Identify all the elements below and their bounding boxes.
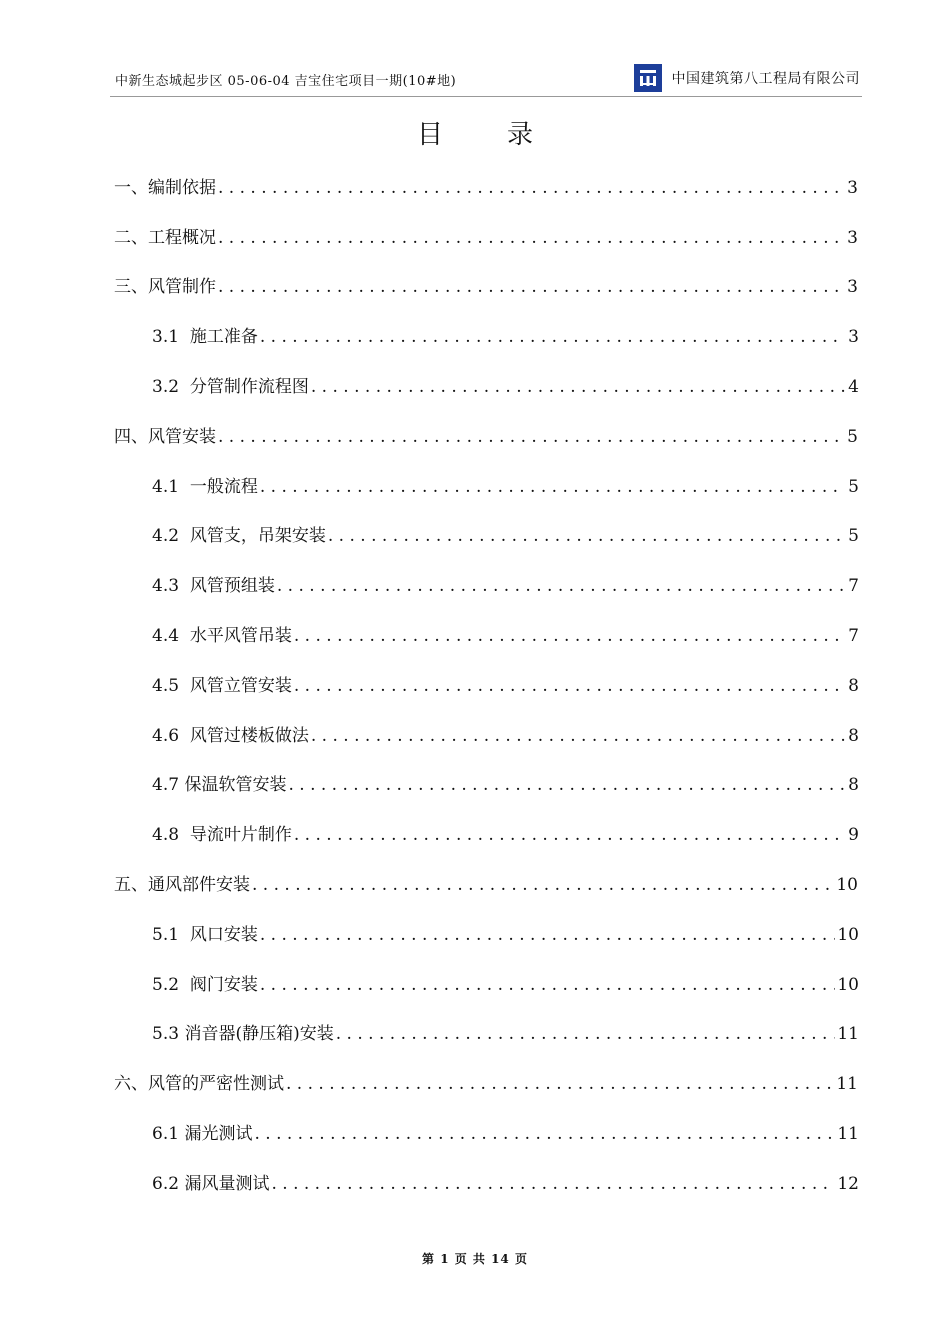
page-header bbox=[115, 64, 860, 98]
header-divider bbox=[110, 96, 862, 97]
toc-entry[interactable] bbox=[114, 212, 859, 262]
toc-entry-title: 六、风管的严密性测试 bbox=[114, 1074, 284, 1095]
toc-entry[interactable] bbox=[114, 1058, 859, 1108]
toc-dot-leader bbox=[260, 463, 845, 511]
toc-entry-title: 五、通风部件安装 bbox=[114, 874, 250, 895]
toc-entry[interactable] bbox=[114, 760, 859, 810]
toc-page-number: 3 bbox=[848, 327, 859, 348]
toc-entry-title: 4.5 风管立管安装 bbox=[152, 675, 292, 696]
page-footer: 第 1 页 共 14 页 bbox=[422, 1252, 528, 1266]
toc-page-number: 12 bbox=[837, 1173, 859, 1194]
toc-entry-title: 4.2 风管支，吊架安装 bbox=[152, 526, 326, 547]
toc-entry[interactable] bbox=[114, 311, 859, 361]
toc-entry-title: 四、风管安装 bbox=[114, 426, 216, 447]
toc-page-number: 3 bbox=[847, 227, 858, 248]
toc-entry[interactable] bbox=[114, 909, 859, 959]
toc-page-number: 4 bbox=[848, 376, 859, 397]
toc-page-number: 3 bbox=[847, 177, 858, 198]
project-name: 中新生态城起步区 05-06-04 吉宝住宅项目一期(10#地) bbox=[115, 74, 457, 89]
toc-page-number: 10 bbox=[837, 924, 859, 945]
toc-dot-leader bbox=[294, 811, 845, 859]
toc-page-number: 11 bbox=[837, 1123, 859, 1144]
toc-dot-leader bbox=[260, 313, 845, 361]
toc-entry[interactable] bbox=[114, 1108, 859, 1158]
toc-entry-title: 4.7 保温软管安装 bbox=[152, 775, 287, 796]
toc-entry[interactable] bbox=[114, 610, 859, 660]
toc-dot-leader bbox=[218, 214, 844, 262]
toc-page-number: 9 bbox=[848, 825, 859, 846]
toc-dot-leader bbox=[286, 1060, 834, 1108]
toc-entry[interactable] bbox=[114, 1009, 859, 1059]
toc-entry[interactable] bbox=[114, 162, 859, 212]
toc-entry-title: 4.4 水平风管吊装 bbox=[152, 625, 292, 646]
toc-dot-leader bbox=[260, 911, 836, 959]
toc-page-number: 3 bbox=[847, 277, 858, 298]
toc-entry-title: 6.2 漏风量测试 bbox=[152, 1173, 270, 1194]
toc-page-number: 5 bbox=[847, 426, 858, 447]
toc-dot-leader bbox=[336, 1010, 836, 1058]
table-of-contents bbox=[114, 162, 859, 1208]
toc-page-number: 11 bbox=[836, 1074, 858, 1095]
company-name: 中国建筑第八工程局有限公司 bbox=[671, 71, 860, 87]
toc-dot-leader bbox=[218, 263, 844, 311]
toc-entry-title: 一、编制依据 bbox=[114, 177, 216, 198]
toc-entry-title: 三、风管制作 bbox=[114, 277, 216, 298]
toc-entry-title: 3.1 施工准备 bbox=[152, 327, 258, 348]
toc-entry-title: 3.2 分管制作流程图 bbox=[152, 376, 309, 397]
toc-dot-leader bbox=[218, 164, 844, 212]
title-char-2: 录 bbox=[507, 120, 534, 150]
cscec-logo-icon bbox=[634, 64, 662, 92]
toc-page-number: 8 bbox=[848, 725, 859, 746]
toc-entry[interactable] bbox=[114, 461, 859, 511]
toc-entry[interactable] bbox=[114, 859, 859, 909]
toc-dot-leader bbox=[218, 413, 844, 461]
toc-dot-leader bbox=[277, 562, 845, 610]
toc-entry-title: 5.2 阀门安装 bbox=[152, 974, 258, 995]
toc-entry[interactable] bbox=[114, 361, 859, 411]
toc-dot-leader bbox=[252, 861, 834, 909]
toc-dot-leader bbox=[294, 612, 845, 660]
toc-entry[interactable] bbox=[114, 411, 859, 461]
toc-entry[interactable] bbox=[114, 710, 859, 760]
toc-entry[interactable] bbox=[114, 511, 859, 561]
toc-page-number: 8 bbox=[848, 675, 859, 696]
toc-page-number: 5 bbox=[848, 526, 859, 547]
toc-page-number: 5 bbox=[848, 476, 859, 497]
toc-entry[interactable] bbox=[114, 1158, 859, 1208]
toc-page-number: 8 bbox=[848, 775, 859, 796]
toc-dot-leader bbox=[328, 512, 845, 560]
toc-dot-leader bbox=[254, 1110, 835, 1158]
toc-page-number: 11 bbox=[837, 1024, 859, 1045]
company-block bbox=[634, 64, 861, 92]
toc-entry[interactable] bbox=[114, 262, 859, 312]
toc-entry[interactable] bbox=[114, 809, 859, 859]
toc-entry-title: 5.1 风口安装 bbox=[152, 924, 258, 945]
toc-dot-leader bbox=[311, 363, 845, 411]
toc-entry-title: 4.1 一般流程 bbox=[152, 476, 258, 497]
toc-entry-title: 6.1 漏光测试 bbox=[152, 1123, 253, 1144]
toc-entry-title: 5.3 消音器(静压箱)安装 bbox=[152, 1024, 334, 1045]
toc-entry[interactable] bbox=[114, 959, 859, 1009]
toc-page-number: 10 bbox=[837, 974, 859, 995]
toc-entry-title: 4.8 导流叶片制作 bbox=[152, 825, 292, 846]
toc-page-number: 7 bbox=[848, 625, 859, 646]
toc-entry-title: 二、工程概况 bbox=[114, 227, 216, 248]
toc-page-number: 7 bbox=[848, 576, 859, 597]
toc-dot-leader bbox=[271, 1160, 835, 1208]
toc-dot-leader bbox=[288, 761, 845, 809]
toc-entry[interactable] bbox=[114, 660, 859, 710]
toc-entry-title: 4.6 风管过楼板做法 bbox=[152, 725, 309, 746]
toc-dot-leader bbox=[294, 662, 845, 710]
toc-entry[interactable] bbox=[114, 560, 859, 610]
page-title bbox=[0, 114, 950, 151]
toc-dot-leader bbox=[260, 961, 836, 1009]
title-char-1: 目 bbox=[416, 120, 443, 150]
toc-dot-leader bbox=[311, 712, 845, 760]
toc-entry-title: 4.3 风管预组装 bbox=[152, 576, 275, 597]
toc-page-number: 10 bbox=[836, 874, 858, 895]
